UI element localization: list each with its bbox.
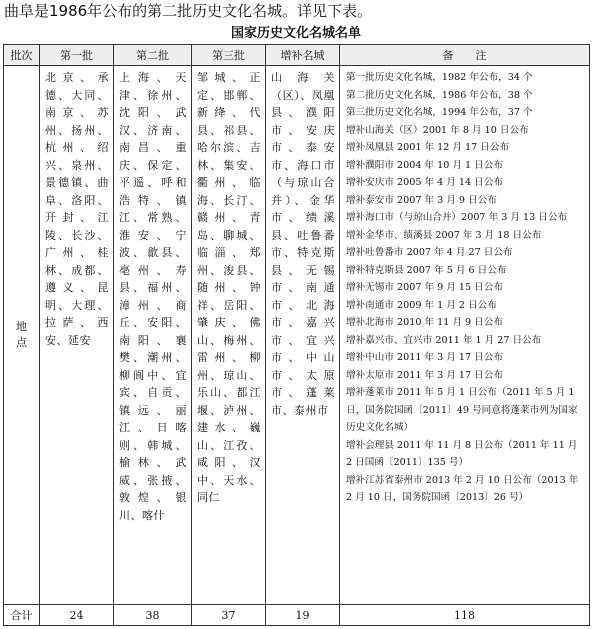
note-item: 增补泰安市 2007 年 3 月 9 日公布 xyxy=(346,194,497,206)
note-item: 增补嘉兴市、宜兴市 2011 年 1 月 27 日公布 xyxy=(346,334,542,346)
header-batch: 批次 xyxy=(4,45,40,66)
total-remarks: 118 xyxy=(340,605,590,626)
note-item: 第二批历史文化名城，1986 年公布，38 个 xyxy=(346,89,533,101)
note-item: 增补北海市 2010 年 11 月 9 日公布 xyxy=(346,317,503,328)
row-label-text: 地 点 xyxy=(16,320,27,349)
header-row xyxy=(4,45,590,66)
total-label: 合计 xyxy=(4,605,40,626)
note-item: 增补濮阳市 2004 年 10 月 1 日公布 xyxy=(346,159,503,171)
cell-added-cities: 山海关（区）、凤凰县、濮阳市、安庆市、泰安市、海口市（与琼山合并）、金华市、绩溪县、吐鲁番市、特克斯县、无锡市、南通市、北海市、嘉兴市、宜兴市、中山市、太原市、蓬莱市、泰州市 xyxy=(266,66,340,605)
note-item: 增补安庆市 2005 年 4 月 14 日公布 xyxy=(346,177,503,188)
note-item: 增补特克斯县 2007 年 5 月 6 日公布 xyxy=(346,264,507,276)
cell-second-batch: 上海、天津、徐州、沈阳、武汉、济南、南昌、重庆、保定、平遥、呼和浩特、镇江、常熟、淮安、宁波、歙县、亳州、寿县、福州、漳州、商丘、安阳、南阳、襄樊、潮州、柳阆中、宜宾、自贡、镇远、丽江、日喀则、韩城、榆林、武威、张掖、敦煌、银川、喀什 xyxy=(114,66,192,605)
table-title: 国家历史文化名城名单 xyxy=(230,26,361,41)
header-second: 第二批 xyxy=(114,45,192,66)
note-item: 增补南通市 2009 年 1 月 2 日公布 xyxy=(346,299,497,311)
note-item: 增补会理县 2011 年 11 月 8 日公布（2011 年 11 月 2 日国函〔2011〕135 号） xyxy=(346,439,578,468)
total-added: 19 xyxy=(266,605,340,626)
note-item: 第一批历史文化名城，1982 年公布，34 个 xyxy=(346,72,533,83)
location-row xyxy=(4,66,590,605)
cell-remarks xyxy=(340,66,590,605)
note-item: 增补海口市（与琼山合并）2007 年 3 月 13 日公布 xyxy=(346,212,568,223)
header-third: 第三批 xyxy=(192,45,266,66)
note-item: 增补凤凰县 2001 年 12 月 17 日公布 xyxy=(346,142,510,153)
note-item: 增补无锡市 2007 年 9 月 15 日公布 xyxy=(346,282,503,293)
note-item: 增补蓬莱市 2011 年 5 月 1 日公布（2011 年 5 月 1 日，国务院国函〔2011〕49 号同意将蓬莱市列为国家历史文化名城） xyxy=(346,387,578,433)
header-first: 第一批 xyxy=(40,45,114,66)
header-remarks: 备 注 xyxy=(340,45,590,66)
cell-third-batch: 邹城、正定、邯郸、新绛、代县、祁县、哈尔滨、吉林、集安、衢州、临海、长汀、赣州、青岛、聊城、临淄、郑州、浚县、随州、钟祥、岳阳、肇庆、佛山、梅州、雷州、柳州、琼山、乐山、都江堰、泸州、建水、巍山、江孜、咸阳、汉中、天水、同仁 xyxy=(192,66,266,605)
cell-first-batch: 北京、承德、大同、南京、苏州、扬州、杭州、绍兴、泉州、景德镇、曲阜、洛阳、开封、江陵、长沙、广州、桂林、成都、遵义、昆明、大理、拉萨、西安、延安 xyxy=(40,66,114,605)
note-item: 第三批历史文化名城，1994 年公布，37 个 xyxy=(346,107,533,118)
intro-text: 曲阜是1986年公布的第二批历史文化名城。详见下表。 xyxy=(4,2,373,20)
row-label-location xyxy=(4,66,40,605)
note-item: 增补江苏省泰州市 2013 年 2 月 10 日公布（2013 年 2 月 10 日，国务院国函〔2013〕26 号） xyxy=(346,474,579,503)
total-second: 38 xyxy=(114,605,192,626)
total-row xyxy=(4,605,590,626)
note-item: 增补太原市 2011 年 3 月 17 日公布 xyxy=(346,369,503,381)
note-item: 增补中山市 2011 年 3 月 17 日公布 xyxy=(346,352,503,363)
note-item: 增补金华市、绩溪县 2007 年 3 月 18 日公布 xyxy=(346,229,542,241)
note-item: 增补吐鲁番市 2007 年 4 月 27 日公布 xyxy=(346,247,513,258)
total-third: 37 xyxy=(192,605,266,626)
historic-cities-table xyxy=(3,44,590,626)
header-added: 增补名城 xyxy=(266,45,340,66)
total-first: 24 xyxy=(40,605,114,626)
note-item: 增补山海关（区）2001 年 8 月 10 日公布 xyxy=(346,124,529,136)
